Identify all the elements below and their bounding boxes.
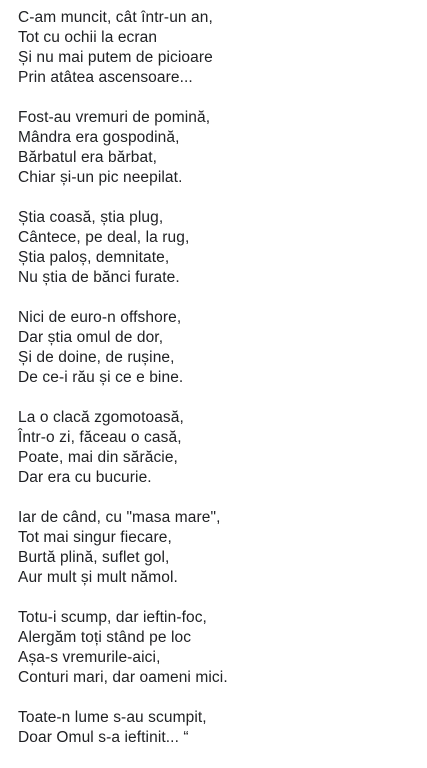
poem-line: Cântece, pe deal, la rug, — [18, 229, 190, 246]
poem-line: Tot cu ochii la ecran — [18, 29, 158, 46]
poem-text — [18, 8, 418, 768]
poem-line: Într-o zi, făceau o casă, — [18, 429, 182, 446]
poem-line: Și de doine, de rușine, — [18, 349, 175, 366]
poem-line: Alergăm toți stând pe loc — [18, 629, 192, 646]
stanza-8 — [18, 708, 418, 748]
poem-line: Nu știa de bănci furate. — [18, 269, 180, 286]
poem-line: De ce-i rău și ce e bine. — [18, 369, 184, 386]
poem-line: Burtă plină, suflet gol, — [18, 549, 170, 566]
stanza-2 — [18, 108, 418, 188]
stanza-6 — [18, 508, 418, 588]
stanza-1 — [18, 8, 418, 88]
poem-line: Nici de euro-n offshore, — [18, 309, 182, 326]
poem-line: Dar era cu bucurie. — [18, 469, 152, 486]
poem-line: Știa coasă, știa plug, — [18, 209, 164, 226]
poem-line: Mândra era gospodină, — [18, 129, 180, 146]
stanza-3 — [18, 208, 418, 288]
poem-line: Tot mai singur fiecare, — [18, 529, 172, 546]
poem-line: Prin atâtea ascensoare... — [18, 69, 193, 86]
poem-line: Toate-n lume s-au scumpit, — [18, 709, 207, 726]
poem-line: Fost-au vremuri de pomină, — [18, 109, 211, 126]
poem-line: Totu-i scump, dar ieftin-foc, — [18, 609, 207, 626]
stanza-5 — [18, 408, 418, 488]
poem-line: Știa paloș, demnitate, — [18, 249, 170, 266]
poem-line: Chiar și-un pic neepilat. — [18, 169, 183, 186]
poem-line: Iar de când, cu "masa mare", — [18, 509, 221, 526]
poem-line: Aur mult și mult nămol. — [18, 569, 178, 586]
poem-line: Dar știa omul de dor, — [18, 329, 164, 346]
stanza-4 — [18, 308, 418, 388]
stanza-7 — [18, 608, 418, 688]
poem-line: Conturi mari, dar oameni mici. — [18, 669, 228, 686]
poem-line: La o clacă zgomotoasă, — [18, 409, 184, 426]
poem-line: Și nu mai putem de picioare — [18, 49, 213, 66]
poem-line: Bărbatul era bărbat, — [18, 149, 158, 166]
poem-line: Așa-s vremurile-aici, — [18, 649, 161, 666]
poem-line: Poate, mai din sărăcie, — [18, 449, 178, 466]
poem-line: C-am muncit, cât într-un an, — [18, 9, 213, 26]
poem-line: Doar Omul s-a ieftinit... “ — [18, 729, 189, 746]
